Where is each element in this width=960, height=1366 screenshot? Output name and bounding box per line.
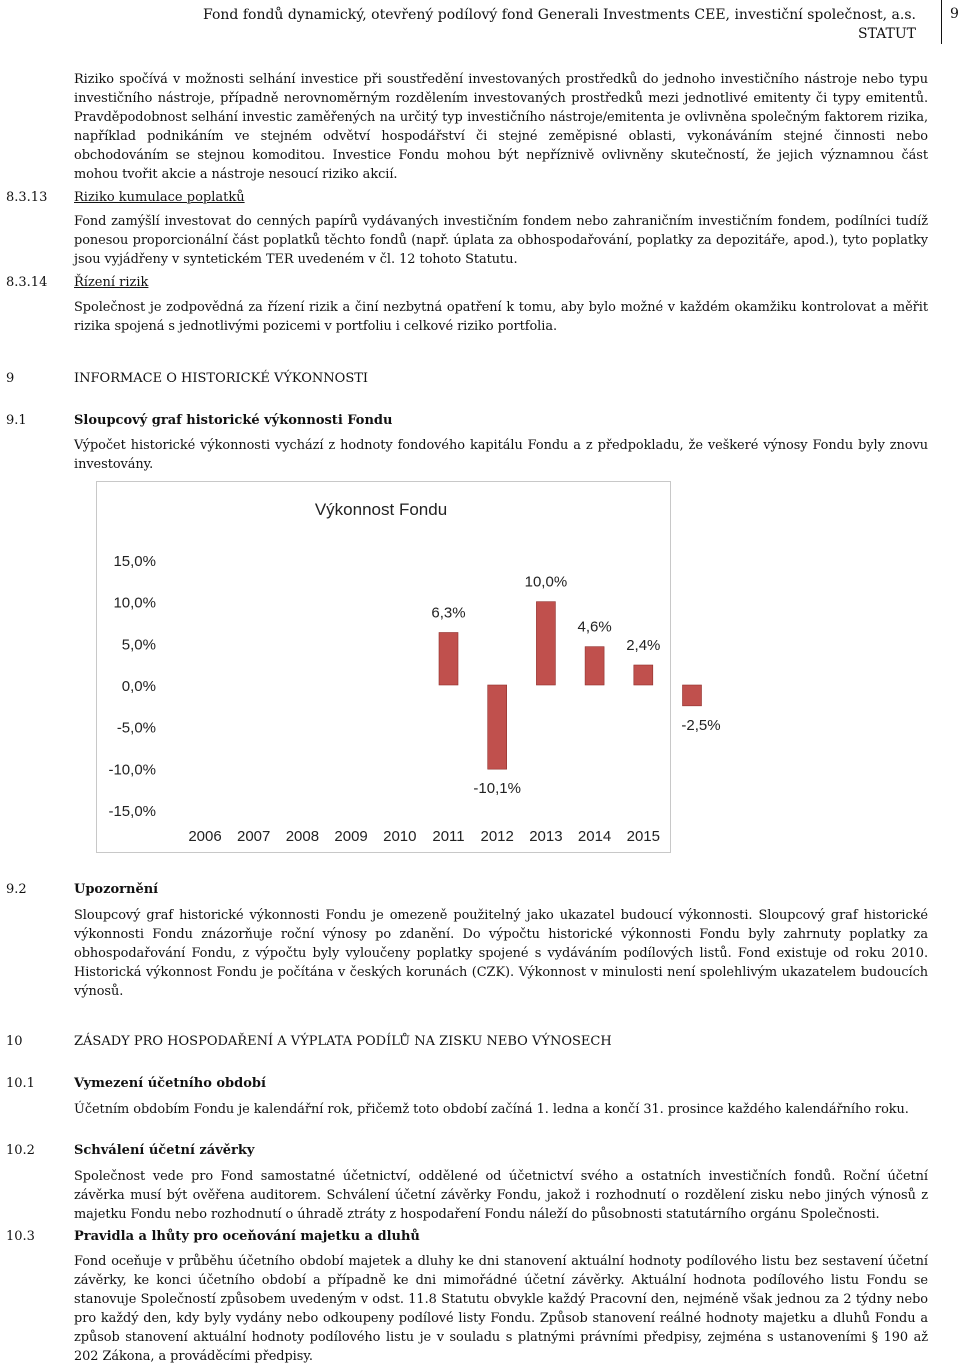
y-axis [108,553,156,820]
section-number: 9.2 [6,882,27,897]
x-tick-label: 2010 [383,828,417,845]
data-label: 2,4% [626,637,661,654]
header-subtitle: STATUT [858,26,916,42]
y-tick-label: 5,0% [121,636,156,654]
section-text: Sloupcový graf historické výkonnosti Fondu je omezeně použitelný jako ukazatel budoucí výkonnosti. Sloupcový graf historické výkonnosti Fondu znázorňuje roční výnosy po zdanění. Do výpočtu historické výkonnosti Fondu byly zahrnuty poplatky za obhospodařování Fondu, z výpočtu byly vyloučeny poplatky spojené s vydáváním podílových listů. Fond existuje od roku 2010. Historická výkonnost Fondu je počítána v českých korunách (CZK). Výkonnost v minulosti není spolehlivým ukazatelem budoucích výnosů. [74,908,928,999]
bar [439,633,458,686]
header-title: Fond fondů dynamický, otevřený podílový fond Generali Investments CEE, investiční společnost, a.s. [203,7,916,23]
bar [536,602,555,685]
y-tick-label: 0,0% [121,678,156,695]
x-tick-label: 2011 [432,828,465,845]
section-text: Společnost je zodpovědná za řízení rizik a činí nezbytná opatření k tomu, aby bylo možné v každém okamžiku kontrolovat a měřit rizika spojená s jednotlivými pozicemi v portfoliu i celkové riziko portfolia. [74,300,928,334]
section-number: 8.3.14 [6,275,48,290]
performance-chart [96,481,721,853]
data-labels [431,574,720,797]
data-label: 10,0% [524,573,568,591]
section-text: Společnost vede pro Fond samostatné účetnictví, oddělené od účetnictví svého a ostatních investičních fondů. Roční účetní závěrka musí být ověřena auditorem. Schválení účetní závěrky Fondu, jakož i rozhodnutí o rozdělení zisku nebo jiných výnosů z majetku Fondu nebo rozhodnutí o úhradě ztráty z hospodaření Fondu náleží do působnosti statutárního orgánu Společnosti. [74,1169,928,1222]
risk-concentration-paragraph: Riziko spočívá v možnosti selhání investice při soustředění investovaných prostředků do jednoho investičního nástroje nebo typu investičního nástroje, případně nerovnoměrným rozdělením investovaných prostředků mezi jednotlivé emitenty či typy emitentů. Pravděpodobnost selhání investic zaměřených na určitý typ investičního nástroje/emitenta je ovlivněna společným faktorem rizika, například podnikáním ve stejném odvětví hospodářství či stejné zeměpisné oblasti, vykonáváním stejné činnosti nebo obchodováním se stejnou komoditou. Investice Fondu mohou být nepříznivě ovlivněny skutečností, že jejich významnou část mohou tvořit akcie a nástroje nesoucí riziko akcií. [74,72,928,182]
y-tick-label: -15,0% [108,803,156,820]
section-title: Vymezení účetního období [74,1076,266,1091]
page-number: 9 [950,6,959,22]
y-tick-label: 10,0% [113,594,156,612]
document-header [196,6,916,44]
data-label: -2,5% [681,716,721,734]
performance-chart-svg [97,482,721,852]
section-text: Účetním obdobím Fondu je kalendářní rok, přičemž toto období začíná 1. ledna a končí 31. prosince každého kalendářního roku. [74,1102,909,1117]
data-label: -10,1% [473,780,521,798]
section-number: 10.1 [6,1076,35,1091]
section-title: Riziko kumulace poplatků [74,190,245,205]
y-tick-label: -5,0% [116,719,156,737]
y-tick-label: 15,0% [113,553,156,570]
chapter-number: 10 [6,1034,23,1049]
bar [683,685,702,706]
x-tick-label: 2012 [480,828,514,845]
x-tick-label: 2015 [626,828,660,845]
x-tick-label: 2006 [188,828,222,845]
section-title: Řízení rizik [74,275,149,290]
bar [488,685,507,769]
data-label: 4,6% [577,618,612,636]
section-number: 10.2 [6,1143,35,1158]
x-tick-label: 2009 [334,828,368,845]
section-number: 8.3.13 [6,190,48,205]
x-tick-label: 2013 [529,828,563,845]
section-title: Pravidla a lhůty pro oceňování majetku a dluhů [74,1229,420,1244]
section-text: Fond zamýšlí investovat do cenných papírů vydávaných investičním fondem nebo zahraničním investičním fondem, podílníci tudíž ponesou proporcionální část poplatků těchto fondů (např. úplata za obhospodařování, poplatky za depozitáře, apod.), tyto poplatky jsou vyjádřeny v syntetickém TER uvedeném v čl. 12 tohoto Statutu. [74,214,928,267]
chapter-title: ZÁSADY PRO HOSPODAŘENÍ A VÝPLATA PODÍLŮ NA ZISKU NEBO VÝNOSECH [74,1034,612,1049]
section-title: Sloupcový graf historické výkonnosti Fondu [74,413,393,428]
x-tick-label: 2008 [285,828,320,845]
section-number: 10.3 [6,1229,35,1244]
bar [585,647,604,685]
chapter-number: 9 [6,371,15,386]
section-number: 9.1 [6,413,27,428]
x-tick-label: 2007 [237,828,271,845]
section-text: Fond oceňuje v průběhu účetního období majetek a dluhy ke dni stanovení aktuální hodnoty podílového listu bez sestavení účetní závěrky, ke konci účetního období a případně ke dni mimořádné účetní závěrky. Aktuální hodnota podílového listu Fondu se stanovuje Společností způsobem uvedeným v odst. 11.8 Statutu obvykle každý Pracovní den, nejméně však jednou za 2 týdny nebo pro každý den, kdy byly vydány nebo odkoupeny podílové listy Fondu. Způsob stanovení reálné hodnoty majetku a dluhů Fondu a způsob stanovení aktuální hodnoty podílového listu je v souladu s platnými právními předpisy, zejména s ustanoveními § 190 až 202 Zákona, a prováděcími předpisy. [74,1254,928,1364]
section-title: Schválení účetní závěrky [74,1143,255,1158]
section-text: Výpočet historické výkonnosti vychází z hodnoty fondového kapitálu Fondu a z předpokladu, že veškeré výnosy Fondu byly znovu investovány. [74,438,928,472]
section-title: Upozornění [74,882,159,897]
bar [634,665,653,685]
chart-title: Výkonnost Fondu [314,500,448,519]
data-label: 6,3% [431,604,466,622]
y-tick-label: -10,0% [108,761,156,779]
x-axis [188,828,660,845]
bars-group [439,602,702,769]
x-tick-label: 2014 [577,828,612,845]
header-divider [941,0,942,44]
chapter-title: INFORMACE O HISTORICKÉ VÝKONNOSTI [74,371,369,386]
